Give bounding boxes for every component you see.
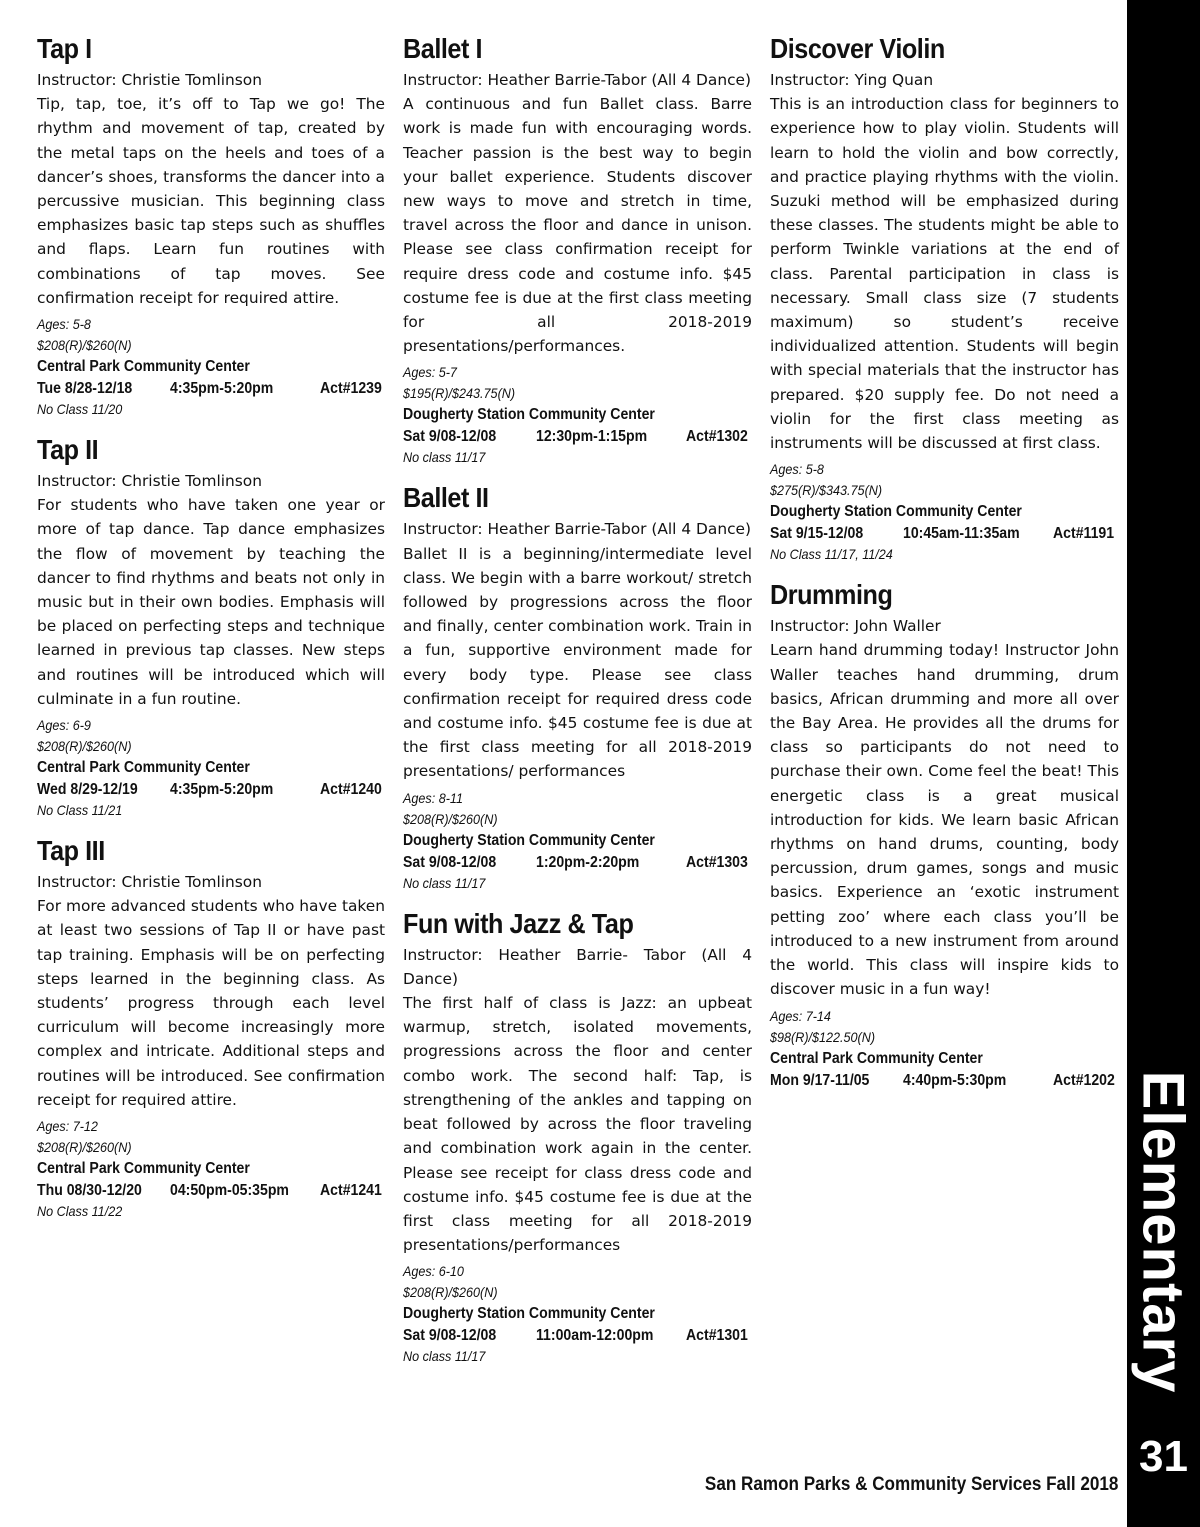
course-description: For students who have taken one year or more of tap dance. Tap dance emphasizes the flow of movement by teaching the dancer to find rhythms and beats not only in music but in their own bodies. Emphasis will be placed on perfecting steps and technique learned in previous tap classes. New steps and routines will be introduced which will culminate in a fun routine. bbox=[37, 496, 385, 708]
course-schedule bbox=[37, 779, 385, 801]
course-ages: Ages: 7-12 bbox=[37, 1118, 98, 1135]
course-dates: Sat 9/08-12/08 bbox=[403, 853, 497, 871]
course-dates: Mon 9/17-11/05 bbox=[770, 1071, 870, 1089]
section-label: Elementary bbox=[1130, 1070, 1196, 1394]
course-title: Ballet II bbox=[403, 482, 489, 514]
course-listing bbox=[37, 30, 385, 419]
course-title: Fun with Jazz & Tap bbox=[403, 907, 634, 939]
course-fee: $98(R)/$122.50(N) bbox=[770, 1028, 876, 1045]
course-schedule bbox=[403, 426, 752, 448]
course-dates: Tue 8/28-12/18 bbox=[37, 380, 133, 398]
course-instructor: Instructor: John Waller bbox=[770, 617, 941, 636]
course-time: 10:45am-11:35am bbox=[903, 525, 1020, 543]
course-time: 1:20pm-2:20pm bbox=[536, 853, 640, 871]
course-activity-number: Act#1241 bbox=[320, 1182, 382, 1200]
course-location: Dougherty Station Community Center bbox=[770, 503, 1022, 521]
course-location: Central Park Community Center bbox=[37, 1160, 250, 1178]
course-activity-number: Act#1202 bbox=[1053, 1071, 1115, 1089]
course-dates: Sat 9/15-12/08 bbox=[770, 525, 864, 543]
column-right bbox=[770, 30, 1119, 1104]
course-time: 04:50pm-05:35pm bbox=[170, 1182, 289, 1200]
course-no-class-dates: No class 11/17 bbox=[403, 1348, 486, 1365]
course-activity-number: Act#1239 bbox=[320, 380, 382, 398]
course-listing bbox=[37, 431, 385, 820]
course-description: For more advanced students who have taken at least two sessions of Tap II or have past tap training. Emphasis will be on perfecting steps learned in the beginning class. As students’ progress through each level curriculum will become increasingly more complex and intricate. Additional steps and routines will be introduced. See confirmation receipt for required attire. bbox=[37, 897, 385, 1109]
course-no-class-dates: No class 11/17 bbox=[403, 449, 486, 466]
course-schedule bbox=[770, 1070, 1119, 1092]
course-schedule bbox=[403, 852, 752, 874]
course-description: This is an introduction class for beginners to experience how to play violin. Students will learn to hold the violin and bow correctly, and practice playing rhythms with the violin. Suzuki method will be emphasized during these classes. The students might be able to perform Twinkle variations at the end of class. Parental participation in class is necessary. Small class size (7 students maximum) so student’s receive individualized attention. Students will begin with special materials that the instructor has prepared. $20 supply fee. Do not need a violin for the first class meeting as instruments will be discussed at first class. bbox=[770, 95, 1119, 453]
course-description: The first half of class is Jazz: an upbeat warmup, stretch, isolated movements, progressions across the floor and center combo work. The second half: Tap, is strengthening of the ankles and tapping on beat followed by across the floor traveling and combination work again in the center. Please see receipt for class dress code and costume info. $45 costume fee is due at the first class meeting for all 2018-2019 presentations/performances bbox=[403, 994, 752, 1255]
course-fee: $208(R)/$260(N) bbox=[37, 337, 132, 354]
course-ages: Ages: 6-9 bbox=[37, 717, 91, 734]
course-dates: Sat 9/08-12/08 bbox=[403, 428, 497, 446]
course-schedule bbox=[770, 523, 1119, 545]
course-activity-number: Act#1240 bbox=[320, 781, 382, 799]
course-instructor: Instructor: Christie Tomlinson bbox=[37, 472, 262, 491]
course-fee: $275(R)/$343.75(N) bbox=[770, 482, 883, 499]
course-ages: Ages: 8-11 bbox=[403, 789, 464, 806]
course-location: Central Park Community Center bbox=[37, 358, 250, 376]
course-location: Dougherty Station Community Center bbox=[403, 406, 655, 424]
course-no-class-dates: No class 11/17 bbox=[403, 874, 486, 891]
course-dates: Thu 08/30-12/20 bbox=[37, 1182, 142, 1200]
course-ages: Ages: 5-8 bbox=[770, 461, 824, 478]
course-activity-number: Act#1191 bbox=[1053, 525, 1115, 543]
course-instructor: Instructor: Heather Barrie-Tabor (All 4 Dance) bbox=[403, 520, 752, 539]
course-listing bbox=[403, 30, 752, 467]
course-title: Drumming bbox=[770, 579, 893, 611]
course-title: Ballet I bbox=[403, 33, 483, 64]
course-instructor: Instructor: Christie Tomlinson bbox=[37, 71, 262, 89]
course-schedule bbox=[37, 378, 385, 400]
course-description: A continuous and fun Ballet class. Barre work is made fun with encouraging words. Teacher passion is the best way to begin your ballet experience. Students discover new ways to move and stretch in time, travel across the floor and dance in unison. Please see class confirmation receipt for require dress code and costume info. $45 costume fee is due at the first class meeting for all 2018-2019 presentations/performances. bbox=[403, 95, 752, 356]
course-location: Dougherty Station Community Center bbox=[403, 1305, 655, 1323]
course-listing bbox=[770, 30, 1119, 564]
course-time: 4:40pm-5:30pm bbox=[903, 1071, 1007, 1089]
course-instructor: Instructor: Heather Barrie-Tabor (All 4 Dance) bbox=[403, 71, 752, 89]
course-time: 12:30pm-1:15pm bbox=[536, 428, 648, 446]
course-time: 11:00am-12:00pm bbox=[536, 1327, 654, 1345]
course-title: Discover Violin bbox=[770, 33, 945, 64]
course-fee: $208(R)/$260(N) bbox=[37, 738, 132, 755]
course-no-class-dates: No Class 11/21 bbox=[37, 802, 123, 819]
course-location: Dougherty Station Community Center bbox=[403, 831, 655, 849]
course-listing bbox=[37, 832, 385, 1221]
course-location: Central Park Community Center bbox=[37, 759, 250, 777]
course-fee: $208(R)/$260(N) bbox=[403, 810, 498, 827]
course-instructor: Instructor: Ying Quan bbox=[770, 71, 934, 89]
course-dates: Wed 8/29-12/19 bbox=[37, 781, 138, 799]
course-time: 4:35pm-5:20pm bbox=[170, 781, 274, 799]
column-middle bbox=[403, 30, 752, 1378]
course-title: Tap II bbox=[37, 434, 99, 466]
course-title: Tap III bbox=[37, 835, 105, 867]
course-fee: $208(R)/$260(N) bbox=[37, 1139, 132, 1156]
course-listing bbox=[770, 576, 1119, 1091]
course-listing bbox=[403, 905, 752, 1367]
course-no-class-dates: No Class 11/17, 11/24 bbox=[770, 546, 893, 563]
page-footer: San Ramon Parks & Community Services Fall 2018 bbox=[704, 1474, 1118, 1495]
course-instructor: Instructor: Heather Barrie- Tabor (All 4 Dance) bbox=[403, 945, 752, 988]
course-ages: Ages: 7-14 bbox=[770, 1007, 831, 1024]
course-no-class-dates: No Class 11/22 bbox=[37, 1203, 123, 1220]
course-schedule bbox=[37, 1180, 385, 1202]
course-instructor: Instructor: Christie Tomlinson bbox=[37, 873, 262, 892]
course-description: Ballet II is a beginning/intermediate level class. We begin with a barre workout/ stretch followed by progressions across the floor and finally, center combination work. Train in a fun, supportive environment made for every body type. Please see class confirmation receipt for required dress code and costume info. $45 costume fee is due at the first class meeting for all 2018-2019 presentations/ performances bbox=[403, 544, 752, 781]
course-schedule bbox=[403, 1325, 752, 1347]
course-activity-number: Act#1303 bbox=[686, 853, 748, 871]
course-description: Learn hand drumming today! Instructor John Waller teaches hand drumming, drum basics, African drumming and more all over the Bay Area. He provides all the drums for class so participants do not need to purchase their own. Come feel the beat! This energetic class is a great musical introduction for kids. We learn basic African rhythms on hand drums, counting, body percussion, drum games, songs and music basics. Experience an ‘exotic instrument petting zoo’ where each class you’ll be introduced to a new instrument from around the world. This class will inspire kids to discover music in a fun way! bbox=[770, 641, 1119, 999]
course-ages: Ages: 6-10 bbox=[403, 1263, 464, 1280]
course-title: Tap I bbox=[37, 33, 92, 64]
course-activity-number: Act#1301 bbox=[686, 1327, 748, 1345]
column-left bbox=[37, 30, 385, 1233]
course-description: Tip, tap, toe, it’s off to Tap we go! The rhythm and movement of tap, created by the metal taps on the heels and toes of a dancer’s shoes, transforms the dancer into a percussive musician. This beginning class emphasizes basic tap steps such as shuffles and flaps. Learn fun routines with combinations of tap moves. See confirmation receipt for required attire. bbox=[37, 95, 385, 307]
course-time: 4:35pm-5:20pm bbox=[170, 380, 274, 398]
course-no-class-dates: No Class 11/20 bbox=[37, 401, 123, 418]
course-listing bbox=[403, 479, 752, 892]
course-fee: $195(R)/$243.75(N) bbox=[403, 385, 516, 402]
course-ages: Ages: 5-7 bbox=[403, 364, 457, 381]
course-activity-number: Act#1302 bbox=[686, 428, 748, 446]
page-number: 31 bbox=[1139, 1432, 1188, 1481]
course-location: Central Park Community Center bbox=[770, 1049, 983, 1067]
course-ages: Ages: 5-8 bbox=[37, 316, 91, 333]
course-dates: Sat 9/08-12/08 bbox=[403, 1327, 497, 1345]
course-fee: $208(R)/$260(N) bbox=[403, 1284, 498, 1301]
